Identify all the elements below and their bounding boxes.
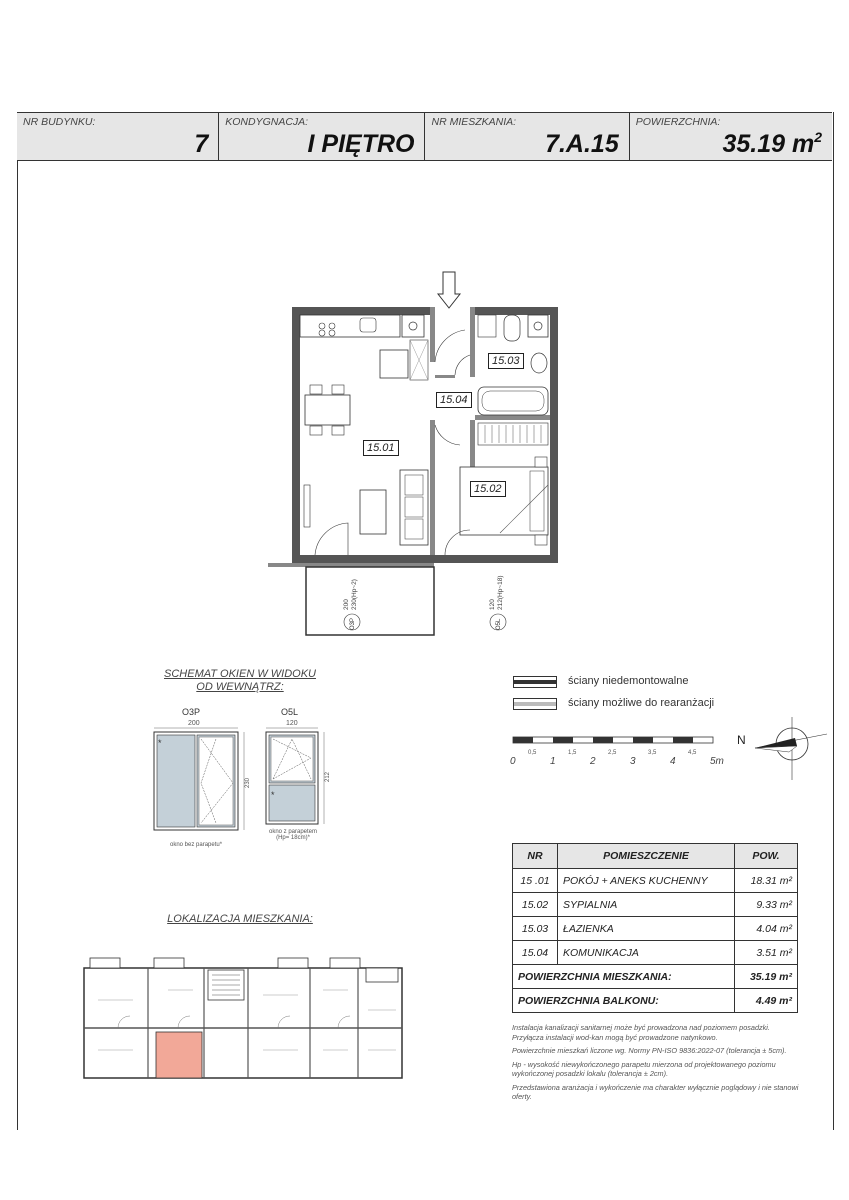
- note-4: Przedstawiona aranżacja i wykończenie ma charakter wyłącznie poglądowy i nie stanowi oferty.: [512, 1082, 799, 1101]
- row-name: ŁAZIENKA: [558, 917, 735, 941]
- table-sum-apartment: [513, 965, 798, 989]
- window2-note-line1: okno z parapetem: [268, 829, 318, 835]
- header-bar: [17, 112, 832, 161]
- row-name: POKÓJ + ANEKS KUCHENNY: [558, 869, 735, 893]
- row-nr: 15 .01: [513, 869, 558, 893]
- row-nr: 15.02: [513, 893, 558, 917]
- wall-inner: [430, 420, 435, 555]
- legend-movable-walls: ściany możliwe do rearanżacji: [568, 697, 715, 709]
- row-area: 3.51 m²: [735, 941, 798, 965]
- table-sum-balcony: [513, 989, 798, 1013]
- wall-inner: [435, 375, 455, 378]
- apartment-value: 7.A.15: [545, 130, 619, 158]
- entrance-arrow-icon: [438, 272, 460, 308]
- sum-balcony-label: POWIERZCHNIA BALKONU:: [513, 989, 735, 1013]
- window-note-o5l-size: 120: [489, 599, 496, 610]
- sum-balcony-value: 4.49 m²: [735, 989, 798, 1013]
- wall-inner: [475, 415, 550, 420]
- window2-schematic: [262, 728, 332, 838]
- floor-value: I PIĘTRO: [307, 130, 415, 158]
- row-name: SYPIALNIA: [558, 893, 735, 917]
- scale-bar: [508, 732, 738, 772]
- table-header-area: POW.: [735, 844, 798, 869]
- area-value: 35.19 $m^2$: [722, 129, 822, 158]
- location-map: [78, 950, 408, 1085]
- window-note-o3p-size: 200: [343, 599, 350, 610]
- scale-minor-2: 2,5: [608, 750, 617, 756]
- sink: [531, 353, 547, 373]
- note-2: Powierzchnie mieszkań liczone wg. Normy PN-ISO 9836:2022-07 (tolerancja ± 5cm).: [512, 1046, 787, 1055]
- fridge: [380, 350, 408, 378]
- window-note-o5l-spec: 212(Hp~18): [497, 575, 504, 610]
- building-value: 7: [194, 130, 209, 158]
- row-nr: 15.04: [513, 941, 558, 965]
- table-row: [513, 893, 798, 917]
- scale-minor-3: 3,5: [648, 750, 657, 756]
- toilet: [504, 315, 520, 341]
- window1-schematic: [150, 728, 250, 838]
- apartment-cell: [425, 113, 629, 160]
- wall-inner: [470, 307, 475, 377]
- room-tag-15-02: 15.02: [470, 481, 506, 497]
- scale-label-3: 3: [630, 756, 636, 767]
- table-row: [513, 941, 798, 965]
- window-note-o3p-id: O3P: [350, 617, 356, 630]
- north-arrow-icon: [735, 712, 830, 784]
- wall-top-right: [470, 307, 558, 315]
- scale-minor-4: 4,5: [688, 750, 697, 756]
- row-area: 9.33 m²: [735, 893, 798, 917]
- wall-left: [292, 307, 300, 562]
- wall-top-left: [292, 307, 430, 315]
- svg-text:*: *: [271, 790, 275, 800]
- location-title: LOKALIZACJA MIESZKANIA:: [167, 913, 313, 925]
- boiler: [402, 315, 424, 337]
- scale-label-0: 0: [510, 756, 516, 767]
- row-area: 18.31 m²: [735, 869, 798, 893]
- window1-note: okno bez parapetu*: [170, 842, 223, 848]
- kitchen-counter: [300, 315, 400, 337]
- balcony: [306, 567, 434, 635]
- window1-height: 230: [245, 777, 251, 788]
- room-tag-15-04: 15.04: [436, 392, 472, 408]
- row-name: KOMUNIKACJA: [558, 941, 735, 965]
- windows-title: [150, 668, 330, 694]
- window-note-o5l: [489, 575, 506, 630]
- row-nr: 15.03: [513, 917, 558, 941]
- window-note-o3p: [343, 579, 360, 630]
- notes: [512, 1023, 802, 1106]
- washing-machine: [478, 315, 496, 337]
- wall-inner: [430, 307, 435, 362]
- building-cell: [17, 113, 219, 160]
- north-label: N: [737, 733, 746, 747]
- window1-id: O3P: [182, 707, 201, 717]
- scale-label-5: 5m: [710, 756, 724, 767]
- area-label: POWIERZCHNIA:: [635, 116, 721, 128]
- legend-swatch-fixed: [513, 676, 557, 688]
- room-tag-15-03: 15.03: [488, 353, 524, 369]
- scale-minor-0: 0,5: [528, 750, 537, 756]
- table-header-room: POMIESZCZENIE: [558, 844, 735, 869]
- table-row: [513, 917, 798, 941]
- table-row: [513, 869, 798, 893]
- windows-title-line1: SCHEMAT OKIEN W WIDOKU: [164, 668, 316, 680]
- scale-label-2: 2: [590, 756, 596, 767]
- bed: [460, 467, 548, 535]
- floor-cell: [219, 113, 425, 160]
- boiler-bath: [528, 315, 548, 337]
- scale-label-4: 4: [670, 756, 676, 767]
- floor-plan: [260, 275, 560, 640]
- coffee-table: [360, 490, 386, 534]
- scale-minor-1: 1,5: [568, 750, 577, 756]
- sum-apartment-value: 35.19 m²: [735, 965, 798, 989]
- wall-bottom: [292, 555, 558, 563]
- legend-swatch-movable: [513, 698, 557, 710]
- window2-height: 212: [325, 771, 331, 782]
- legend-fixed-walls: ściany niedemontowalne: [568, 675, 689, 687]
- window-note-o5l-id: O5L: [496, 618, 502, 630]
- window2-width: 120: [286, 720, 298, 727]
- table-header-nr: NR: [513, 844, 558, 869]
- svg-text:*: *: [158, 738, 162, 748]
- wall-right: [550, 307, 558, 562]
- apartment-label: NR MIESZKANIA:: [431, 116, 517, 128]
- dining-table: [305, 395, 350, 425]
- sofa: [400, 470, 428, 545]
- window2-id: O5L: [281, 707, 299, 717]
- row-area: 4.04 m²: [735, 917, 798, 941]
- scale-label-1: 1: [550, 756, 556, 767]
- floor-label: KONDYGNACJA:: [225, 116, 309, 128]
- rooms-table: [512, 843, 798, 1013]
- windows-title-line2: OD WEWNĄTRZ:: [196, 681, 284, 693]
- sum-apartment-label: POWIERZCHNIA MIESZKANIA:: [513, 965, 735, 989]
- apartment-highlight: [156, 1032, 202, 1078]
- building-label: NR BUDYNKU:: [23, 116, 96, 128]
- area-cell: [630, 113, 832, 160]
- window2-note-line2: (Hp= 18cm)*: [276, 835, 310, 841]
- note-3: Hp - wysokość niewykończonego parapetu mierzona od projektowanego poziomu wykończonej posadzki lokalu (tolerancja ± 2cm).: [512, 1059, 776, 1078]
- room-tag-15-01: 15.01: [363, 440, 399, 456]
- note-1: Instalacja kanalizacji sanitarnej może być prowadzona nad poziomem posadzki. Przyłącza instalacji wod-kan mogą być prowadzone natynkowo.: [512, 1023, 770, 1042]
- window1-width: 200: [188, 720, 200, 727]
- window2-note: [266, 829, 320, 841]
- window-note-o3p-spec: 230(Hp~2): [351, 579, 358, 610]
